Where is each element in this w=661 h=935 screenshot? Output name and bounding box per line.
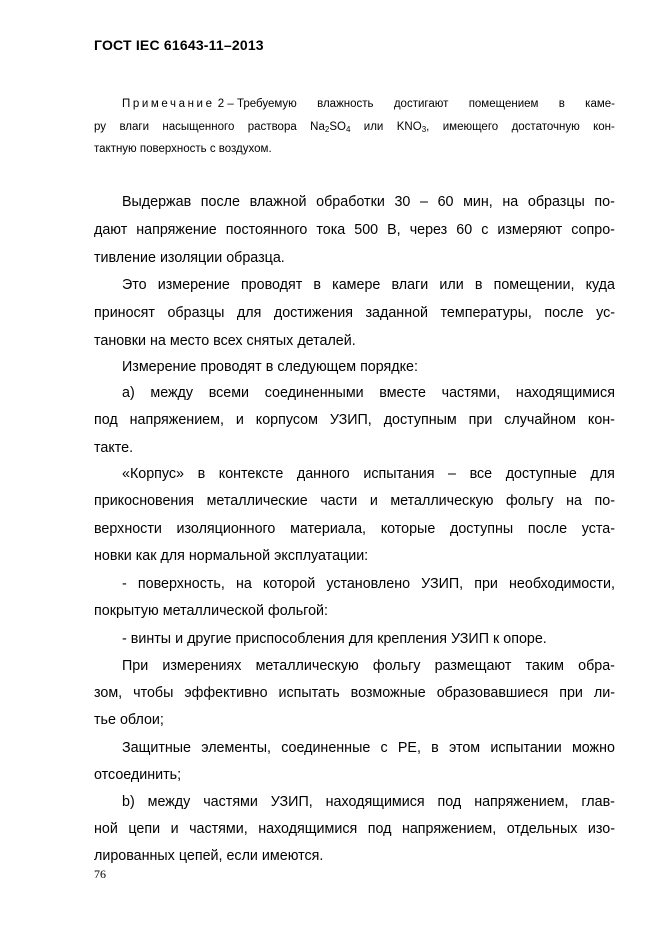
text-line: Измерение проводят в следующем порядке: [122,359,418,375]
text-line: тивление изоляции образца. [94,250,285,266]
text-line: Защитные элементы, соединенные с PE, в этом испытании можно [122,740,615,756]
text-line: такте. [94,440,134,456]
text-line: приносят образцы для достижения заданной температуры, после ус- [94,305,615,321]
text-line: Выдержав после влажной обработки 30 – 60 мин, на образцы по- [122,194,615,210]
text-line: - винты и другие приспособления для крепления УЗИП к опоре. [122,631,547,647]
text-line: покрытую металлической фольгой: [94,603,328,619]
note-line: ру влаги насыщенного раствора $Na_2SO_4$ или $KNO_3$, имеющего достаточную кон- [94,116,615,139]
note-line: Примечание 2 – Требуемую влажность достигают помещением в каме- [122,98,615,110]
text-line: под напряжением, и корпусом УЗИП, доступным при случайном кон- [94,412,615,428]
text-line: ной цепи и частями, находящимися под напряжением, отдельных изо- [94,821,615,837]
text-line: тановки на место всех снятых деталей. [94,333,356,349]
text-line: При измерениях металлическую фольгу размещают таким обра- [122,658,615,674]
text-line: тье облои; [94,712,164,728]
text-line: - поверхность, на которой установлено УЗИП, при необходимости, [122,576,615,592]
chemical-formula-na2so4: $Na_2SO_4$ [310,120,351,134]
text-line: лированных цепей, если имеются. [94,848,324,864]
text-line: «Корпус» в контексте данного испытания – все доступные для [122,466,615,482]
text-line: верхности изоляционного материала, которые доступны после уста- [94,521,615,537]
note-block [94,93,615,161]
chemical-formula-kno3: $KNO_3$, [396,120,430,134]
text-line: b) между частями УЗИП, находящимися под напряжением, глав- [122,794,615,810]
text-line: прикосновения металлические части и металлическую фольгу на по- [94,493,615,509]
text-line: дают напряжение постоянного тока 500 В, через 60 с измеряют сопро- [94,222,615,238]
note-line: тактную поверхность с воздухом. [94,143,272,155]
document-header: ГОСТ IEC 61643-11–2013 [94,37,264,53]
note-label: Примечание [122,98,215,110]
page-number: 76 [94,867,106,881]
text-line: зом, чтобы эффективно испытать возможные образовавшиеся при ли- [94,685,615,701]
text-line: новки как для нормальной эксплуатации: [94,548,369,564]
text-line: Это измерение проводят в камере влаги или в помещении, куда [122,277,615,293]
text-line: отсоединить; [94,767,182,783]
text-line: а) между всеми соединенными вместе частями, находящимися [122,385,615,401]
